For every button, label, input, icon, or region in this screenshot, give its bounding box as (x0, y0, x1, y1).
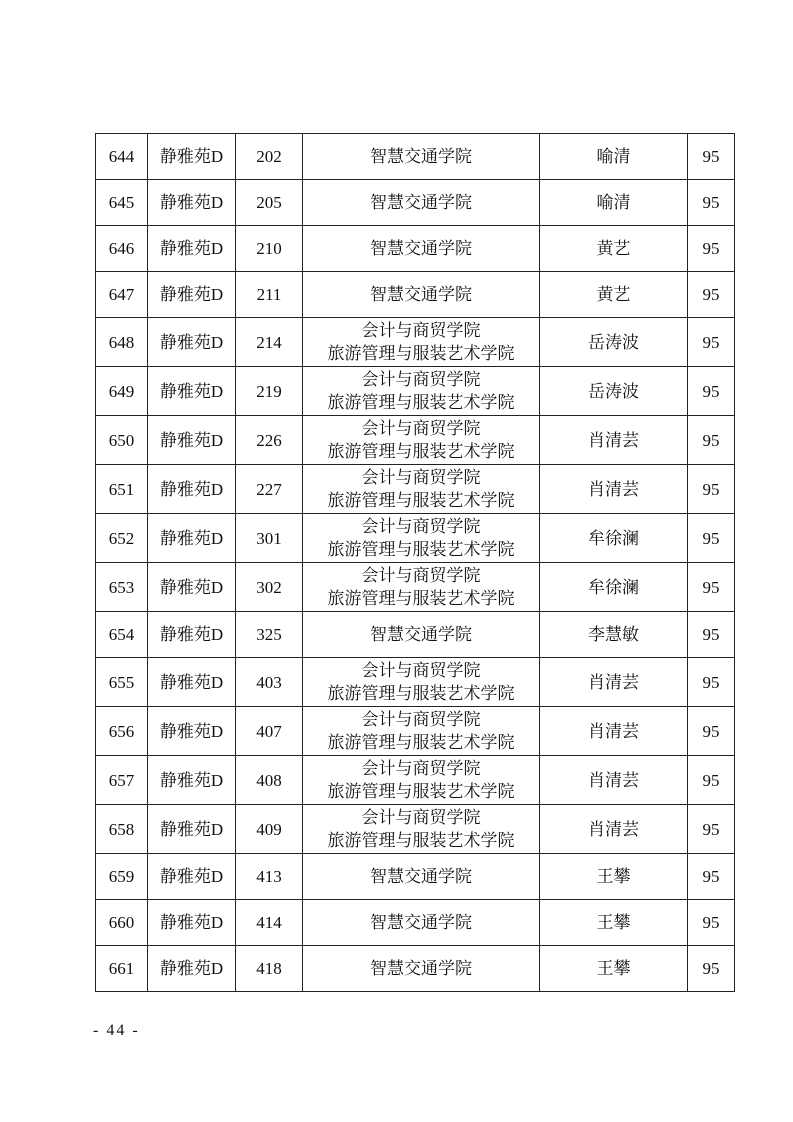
table-row (96, 805, 735, 854)
counselor-cell: 肖清芸 (540, 658, 688, 707)
college-name: 旅游管理与服装艺术学院 (327, 442, 515, 461)
building-cell: 静雅苑D (148, 465, 236, 514)
room-cell: 214 (236, 318, 303, 367)
college-name: 会计与商贸学院 (361, 321, 481, 340)
counselor-cell: 牟徐澜 (540, 563, 688, 612)
counselor-cell: 岳涛波 (540, 318, 688, 367)
table-row (96, 318, 735, 367)
college-name: 智慧交通学院 (370, 147, 472, 166)
counselor-cell: 王攀 (540, 900, 688, 946)
building-cell: 静雅苑D (148, 416, 236, 465)
table-body (96, 134, 735, 992)
score-cell: 95 (688, 805, 735, 854)
college-cell (303, 318, 540, 367)
college-cell (303, 134, 540, 180)
counselor-cell: 王攀 (540, 946, 688, 992)
building-cell: 静雅苑D (148, 756, 236, 805)
college-cell (303, 900, 540, 946)
room-cell: 211 (236, 272, 303, 318)
college-name: 旅游管理与服装艺术学院 (327, 540, 515, 559)
room-cell: 413 (236, 854, 303, 900)
building-cell: 静雅苑D (148, 367, 236, 416)
room-cell: 407 (236, 707, 303, 756)
table-row (96, 134, 735, 180)
counselor-cell: 黄艺 (540, 226, 688, 272)
dormitory-score-table (95, 133, 735, 992)
counselor-cell: 肖清芸 (540, 707, 688, 756)
score-cell: 95 (688, 465, 735, 514)
college-name: 智慧交通学院 (370, 867, 472, 886)
table-row (96, 416, 735, 465)
college-name: 智慧交通学院 (370, 193, 472, 212)
college-name: 会计与商贸学院 (361, 468, 481, 487)
score-cell: 95 (688, 318, 735, 367)
college-name: 会计与商贸学院 (361, 759, 481, 778)
room-cell: 302 (236, 563, 303, 612)
college-name: 旅游管理与服装艺术学院 (327, 491, 515, 510)
row-number-cell: 660 (96, 900, 148, 946)
room-cell: 210 (236, 226, 303, 272)
college-cell (303, 367, 540, 416)
score-cell: 95 (688, 707, 735, 756)
college-cell (303, 612, 540, 658)
score-cell: 95 (688, 416, 735, 465)
row-number-cell: 661 (96, 946, 148, 992)
score-cell: 95 (688, 854, 735, 900)
room-cell: 325 (236, 612, 303, 658)
table-row (96, 900, 735, 946)
table-row (96, 854, 735, 900)
college-name: 会计与商贸学院 (361, 661, 481, 680)
college-cell (303, 272, 540, 318)
college-cell (303, 707, 540, 756)
college-cell (303, 514, 540, 563)
counselor-cell: 王攀 (540, 854, 688, 900)
score-cell: 95 (688, 514, 735, 563)
counselor-cell: 牟徐澜 (540, 514, 688, 563)
college-cell (303, 226, 540, 272)
college-cell (303, 805, 540, 854)
row-number-cell: 647 (96, 272, 148, 318)
row-number-cell: 658 (96, 805, 148, 854)
score-cell: 95 (688, 180, 735, 226)
row-number-cell: 653 (96, 563, 148, 612)
building-cell: 静雅苑D (148, 514, 236, 563)
room-cell: 205 (236, 180, 303, 226)
room-cell: 226 (236, 416, 303, 465)
counselor-cell: 肖清芸 (540, 805, 688, 854)
college-cell (303, 416, 540, 465)
row-number-cell: 655 (96, 658, 148, 707)
college-name: 旅游管理与服装艺术学院 (327, 684, 515, 703)
college-cell (303, 563, 540, 612)
building-cell: 静雅苑D (148, 226, 236, 272)
college-cell (303, 658, 540, 707)
row-number-cell: 649 (96, 367, 148, 416)
room-cell: 202 (236, 134, 303, 180)
counselor-cell: 喻清 (540, 180, 688, 226)
counselor-cell: 肖清芸 (540, 416, 688, 465)
score-cell: 95 (688, 658, 735, 707)
college-cell (303, 180, 540, 226)
college-cell (303, 756, 540, 805)
building-cell: 静雅苑D (148, 658, 236, 707)
table-row (96, 465, 735, 514)
building-cell: 静雅苑D (148, 946, 236, 992)
college-cell (303, 946, 540, 992)
building-cell: 静雅苑D (148, 180, 236, 226)
score-cell: 95 (688, 946, 735, 992)
table-row (96, 707, 735, 756)
room-cell: 409 (236, 805, 303, 854)
college-name: 旅游管理与服装艺术学院 (327, 733, 515, 752)
college-cell (303, 465, 540, 514)
score-cell: 95 (688, 367, 735, 416)
building-cell: 静雅苑D (148, 563, 236, 612)
table-row (96, 226, 735, 272)
row-number-cell: 651 (96, 465, 148, 514)
table-row (96, 946, 735, 992)
row-number-cell: 659 (96, 854, 148, 900)
building-cell: 静雅苑D (148, 134, 236, 180)
counselor-cell: 肖清芸 (540, 465, 688, 514)
row-number-cell: 648 (96, 318, 148, 367)
room-cell: 408 (236, 756, 303, 805)
table-row (96, 756, 735, 805)
college-name: 智慧交通学院 (370, 239, 472, 258)
building-cell: 静雅苑D (148, 318, 236, 367)
room-cell: 301 (236, 514, 303, 563)
building-cell: 静雅苑D (148, 612, 236, 658)
building-cell: 静雅苑D (148, 900, 236, 946)
college-name: 智慧交通学院 (370, 285, 472, 304)
row-number-cell: 656 (96, 707, 148, 756)
college-name: 智慧交通学院 (370, 625, 472, 644)
score-cell: 95 (688, 563, 735, 612)
row-number-cell: 654 (96, 612, 148, 658)
college-cell (303, 854, 540, 900)
counselor-cell: 喻清 (540, 134, 688, 180)
college-name: 会计与商贸学院 (361, 370, 481, 389)
table-row (96, 658, 735, 707)
college-name: 旅游管理与服装艺术学院 (327, 831, 515, 850)
counselor-cell: 黄艺 (540, 272, 688, 318)
row-number-cell: 652 (96, 514, 148, 563)
table-row (96, 514, 735, 563)
room-cell: 403 (236, 658, 303, 707)
college-name: 智慧交通学院 (370, 959, 472, 978)
room-cell: 418 (236, 946, 303, 992)
score-cell: 95 (688, 756, 735, 805)
score-cell: 95 (688, 272, 735, 318)
counselor-cell: 李慧敏 (540, 612, 688, 658)
college-name: 会计与商贸学院 (361, 566, 481, 585)
score-cell: 95 (688, 612, 735, 658)
college-name: 智慧交通学院 (370, 913, 472, 932)
table-row (96, 272, 735, 318)
room-cell: 219 (236, 367, 303, 416)
college-name: 会计与商贸学院 (361, 517, 481, 536)
score-cell: 95 (688, 134, 735, 180)
row-number-cell: 657 (96, 756, 148, 805)
building-cell: 静雅苑D (148, 272, 236, 318)
score-cell: 95 (688, 226, 735, 272)
page-number: - 44 - (93, 1022, 140, 1039)
building-cell: 静雅苑D (148, 805, 236, 854)
college-name: 会计与商贸学院 (361, 419, 481, 438)
room-cell: 227 (236, 465, 303, 514)
counselor-cell: 肖清芸 (540, 756, 688, 805)
score-cell: 95 (688, 900, 735, 946)
row-number-cell: 646 (96, 226, 148, 272)
row-number-cell: 645 (96, 180, 148, 226)
building-cell: 静雅苑D (148, 707, 236, 756)
college-name: 会计与商贸学院 (361, 808, 481, 827)
building-cell: 静雅苑D (148, 854, 236, 900)
table-row (96, 180, 735, 226)
college-name: 会计与商贸学院 (361, 710, 481, 729)
room-cell: 414 (236, 900, 303, 946)
college-name: 旅游管理与服装艺术学院 (327, 589, 515, 608)
row-number-cell: 650 (96, 416, 148, 465)
college-name: 旅游管理与服装艺术学院 (327, 344, 515, 363)
row-number-cell: 644 (96, 134, 148, 180)
table-row (96, 612, 735, 658)
college-name: 旅游管理与服装艺术学院 (327, 393, 515, 412)
counselor-cell: 岳涛波 (540, 367, 688, 416)
table-row (96, 563, 735, 612)
college-name: 旅游管理与服装艺术学院 (327, 782, 515, 801)
table-row (96, 367, 735, 416)
